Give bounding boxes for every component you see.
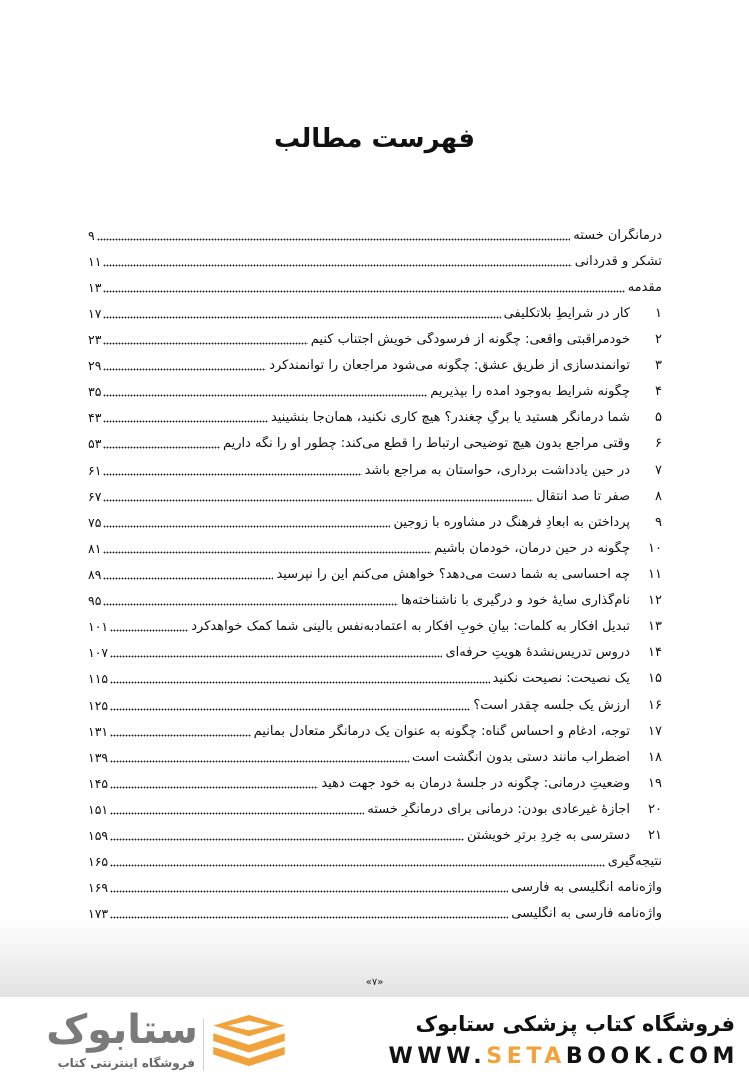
stacked-book-chevron-icon	[212, 1014, 286, 1070]
toc-entry-title: یک نصیحت: نصیحت نکنید	[492, 671, 630, 687]
logo-wordmark: ستابوک	[46, 1007, 198, 1053]
chapter-number: ۶	[655, 436, 662, 452]
toc-page-number: ۲۳	[88, 331, 102, 347]
toc-page-number: ۱۰۷	[88, 645, 109, 661]
chapter-number: ۱۶	[648, 697, 662, 713]
toc-row	[88, 588, 662, 614]
toc-row	[88, 405, 662, 431]
chapter-number: ۴	[655, 384, 662, 400]
chapter-number: ۱۱	[648, 566, 662, 582]
toc-entry-title: وضعیتِ درمانی: چگونه در جلسۀ درمان به خود جهت دهید	[321, 775, 630, 791]
toc-row	[88, 823, 662, 849]
toc-page-number: ۷۵	[88, 514, 102, 530]
toc-page-number: ۱۳۹	[88, 749, 109, 765]
toc-entry-title: تبدیل افکار به کلمات: بیانِ خوبِ افکار به اعتمادبه‌نفسِ بالینی شما کمک خواهدکرد	[191, 619, 630, 635]
dot-leader	[103, 316, 500, 319]
dot-leader	[103, 264, 571, 267]
dot-leader	[103, 446, 220, 449]
dot-leader	[110, 890, 508, 893]
toc-entry-title: نام‌گذاری سایۀ خود و درگیری با ناشناخته‌ها	[401, 593, 630, 609]
toc-row	[88, 875, 662, 901]
toc-list	[88, 222, 662, 927]
toc-row	[88, 614, 662, 640]
toc-entry-title: توجه، ادغام و احساس گناه: چگونه به عنوان یک درمانگر متعادل بمانیم	[253, 723, 630, 739]
toc-page-number: ۱۵۹	[88, 828, 109, 844]
toc-row	[88, 431, 662, 457]
toc-entry-title: چه احساسی به شما دست می‌دهد؟ خواهش می‌کنم این را نپرسید	[276, 566, 630, 582]
toc-row	[88, 300, 662, 326]
page-title: فهرست مطالب	[274, 124, 475, 154]
toc-row	[88, 901, 662, 927]
toc-row	[88, 483, 662, 509]
logo-tagline: فروشگاه اینترنتی کتاب	[57, 1056, 195, 1070]
chapter-number: ۱۳	[648, 619, 662, 635]
toc-page-number: ۱۳	[88, 279, 102, 295]
toc-row	[88, 692, 662, 718]
store-name: فروشگاه کتاب پزشکی ستابوک	[415, 1012, 735, 1036]
toc-entry-title: ارزش یک جلسه چقدر است؟	[473, 697, 630, 713]
dot-leader	[110, 708, 470, 711]
dot-leader	[97, 238, 571, 241]
chapter-number: ۵	[655, 410, 662, 426]
dot-leader	[110, 734, 251, 737]
toc-row	[88, 535, 662, 561]
toc-row	[88, 509, 662, 535]
toc-page-number: ۸۱	[88, 540, 102, 556]
store-banner	[0, 997, 749, 1079]
chapter-number: ۱	[655, 305, 662, 321]
chapter-number: ۱۰	[648, 540, 662, 556]
toc-page-number: ۱۰۱	[88, 619, 109, 635]
dot-leader	[103, 420, 268, 423]
toc-page-number: ۱۷	[88, 305, 102, 321]
toc-page-number: ۱۶۹	[88, 880, 109, 896]
toc-entry-title: درمانگران خسته	[573, 227, 662, 243]
dot-leader	[103, 551, 431, 554]
dot-leader	[110, 864, 605, 867]
dot-leader	[103, 368, 266, 371]
toc-entry-title: تشکر و قدردانی	[574, 253, 662, 269]
dot-leader	[110, 786, 318, 789]
toc-row	[88, 457, 662, 483]
toc-page-number: ۱۳۱	[88, 723, 109, 739]
toc-entry-title: پرداختن به ابعادِ فرهنگ در مشاوره با زوجین	[393, 514, 630, 530]
toc-row	[88, 561, 662, 587]
toc-page-number: ۱۵۱	[88, 801, 109, 817]
toc-row	[88, 379, 662, 405]
toc-entry-title: واژه‌نامه انگلیسی به فارسی	[511, 880, 662, 896]
store-url-prefix: WWW.	[388, 1044, 487, 1069]
toc-entry-title: اجازۀ غیرعادی بودن: درمانی برای درمانگرِ خسته	[367, 801, 630, 817]
dot-leader	[110, 681, 489, 684]
dot-leader	[110, 838, 464, 841]
toc-page-number: ۹۵	[88, 593, 102, 609]
toc-entry-title: کار در شرایطِ بلاتکلیفی	[503, 305, 630, 321]
chapter-number: ۱۷	[648, 723, 662, 739]
dot-leader	[110, 655, 442, 658]
dot-leader	[110, 812, 364, 815]
toc-row	[88, 666, 662, 692]
toc-page-number: ۲۹	[88, 358, 102, 374]
toc-entry-title: در حین یادداشت برداری، حواستان به مراجع باشد	[364, 462, 630, 478]
toc-entry-title: دروس تدریس‌نشدۀ هویتِ حرفه‌ای	[445, 645, 630, 661]
toc-entry-title: شما درمانگر هستید یا برگِ چغندر؟ هیچ کاری نکنید، همان‌جا بنشینید	[270, 410, 630, 426]
toc-entry-title: خودمراقبتی واقعی: چگونه از فرسودگی خویش اجتناب کنیم	[310, 331, 630, 347]
dot-leader	[110, 916, 508, 919]
toc-entry-title: توانمندسازی از طریق عشق: چگونه می‌شود مراجعان را توانمندکرد	[269, 358, 630, 374]
toc-entry-title: نتیجه‌گیری	[607, 854, 662, 870]
dot-leader	[103, 577, 273, 580]
dot-leader	[103, 603, 398, 606]
dot-leader	[103, 290, 624, 293]
chapter-number: ۱۵	[648, 671, 662, 687]
toc-page-number: ۴۳	[88, 410, 102, 426]
toc-entry-title: اضطراب مانند دستی بدون انگشت است	[411, 749, 630, 765]
chapter-number: ۳	[655, 358, 662, 374]
toc-page-number: ۹	[88, 227, 95, 243]
toc-page-number: ۱۶۵	[88, 854, 109, 870]
toc-page-number: ۱۲۵	[88, 697, 109, 713]
toc-page-number: ۶۱	[88, 462, 102, 478]
toc-row	[88, 849, 662, 875]
chapter-number: ۱۹	[648, 775, 662, 791]
chapter-number: ۲۰	[648, 801, 662, 817]
toc-row	[88, 222, 662, 248]
dot-leader	[110, 760, 409, 763]
dot-leader	[103, 499, 533, 502]
toc-row	[88, 770, 662, 796]
chapter-number: ۱۸	[648, 749, 662, 765]
toc-row	[88, 248, 662, 274]
toc-row	[88, 796, 662, 822]
chapter-number: ۱۲	[648, 593, 662, 609]
toc-row	[88, 744, 662, 770]
toc-page-number: ۱۱	[88, 253, 102, 269]
toc-entry-title: چگونه در حین درمان، خودمان باشیم	[434, 540, 630, 556]
toc-entry-title: چگونه شرایط به‌وجود آمده را بپذیریم	[430, 384, 630, 400]
store-url	[389, 1044, 740, 1070]
dot-leader	[103, 473, 361, 476]
toc-page-number: ۵۳	[88, 436, 102, 452]
toc-entry-title: دسترسی به خِردِ برترِ خویشتن	[467, 828, 630, 844]
toc-row	[88, 718, 662, 744]
toc-page-number: ۱۱۵	[88, 671, 109, 687]
toc-entry-title: صفر تا صد انتقال	[536, 488, 630, 504]
toc-entry-title: مقدمه	[627, 279, 662, 295]
chapter-number: ۲۱	[648, 828, 662, 844]
toc-page-number: ۳۵	[88, 384, 102, 400]
page-number-folio: «۷»	[365, 977, 384, 988]
toc-row	[88, 274, 662, 300]
dot-leader	[103, 525, 390, 528]
store-url-brand: SETA	[486, 1044, 566, 1069]
toc-entry-title: واژه‌نامه فارسی به انگلیسی	[511, 906, 662, 922]
toc-entry-title: وقتی مراجع بدون هیچ توضیحی ارتباط را قطع می‌کند: چطور او را نگه داریم	[222, 436, 630, 452]
toc-page-number: ۱۴۵	[88, 775, 109, 791]
toc-row	[88, 353, 662, 379]
toc-page-number: ۸۹	[88, 566, 102, 582]
chapter-number: ۸	[655, 488, 662, 504]
toc-page-number: ۱۷۳	[88, 906, 109, 922]
chapter-number: ۷	[655, 462, 662, 478]
dot-leader	[110, 629, 188, 632]
chapter-number: ۱۴	[648, 645, 662, 661]
dot-leader	[103, 394, 427, 397]
toc-row	[88, 326, 662, 352]
store-url-suffix: BOOK.COM	[565, 1044, 739, 1069]
toc-row	[88, 640, 662, 666]
toc-page-number: ۶۷	[88, 488, 102, 504]
logo-divider	[203, 1019, 204, 1071]
chapter-number: ۲	[655, 331, 662, 347]
dot-leader	[103, 342, 307, 345]
chapter-number: ۹	[655, 514, 662, 530]
